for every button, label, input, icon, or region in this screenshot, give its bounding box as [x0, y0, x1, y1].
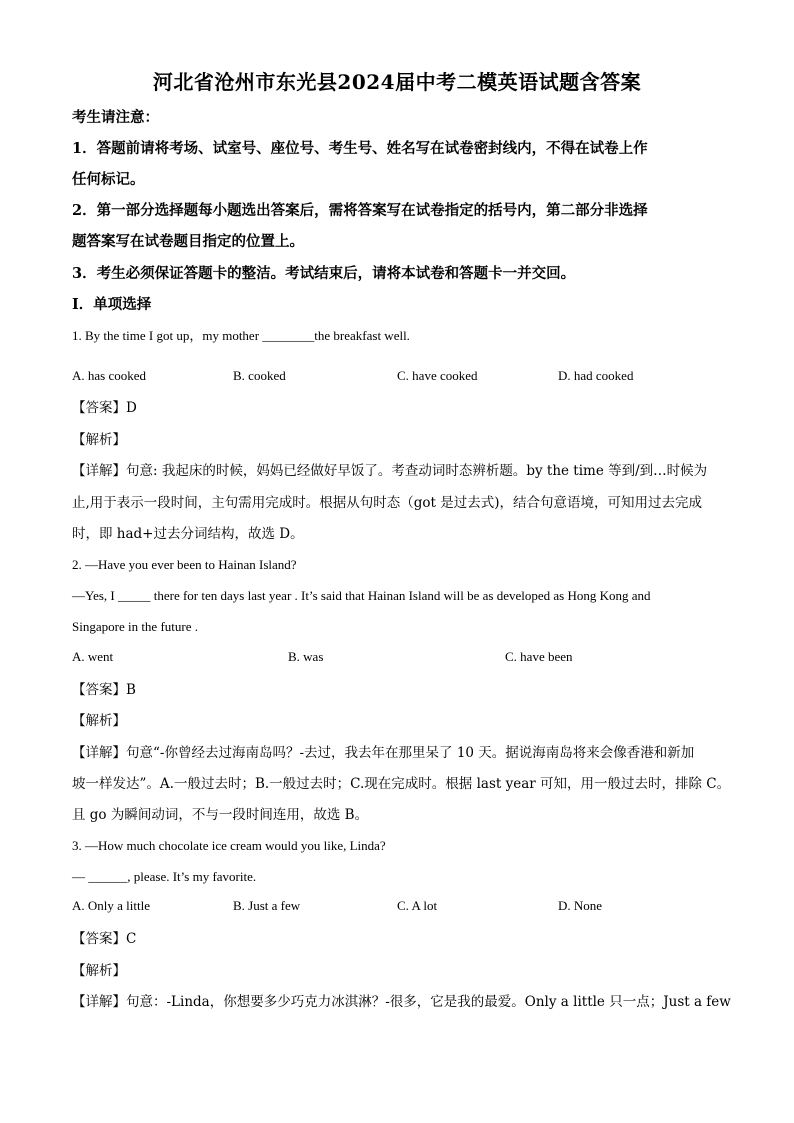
question-3-option-b: B. Just a few — [233, 898, 301, 913]
question-2-answer: 【答案】B — [72, 682, 136, 698]
question-1-detail-3: 时，即 had+过去分词结构，故选 D。 — [72, 526, 304, 542]
notice-item-2-cont: 题答案写在试卷题目指定的位置上。 — [72, 233, 304, 250]
question-3-analysis: 【解析】 — [72, 963, 126, 979]
question-3-option-d: D. None — [558, 898, 603, 913]
notice-item-1-cont: 任何标记。 — [72, 171, 145, 188]
document-title: 河北省沧州市东光县2024届中考二模英语试题含答案 — [152, 70, 642, 94]
question-2-detail-1: 【详解】句意“-你曾经去过海南岛吗？-去过，我去年在那里呆了 10 天。据说海南岛将来会像香港和新加 — [72, 745, 695, 761]
question-3-stem-1: 3. —How much chocolate ice cream would you like, Linda? — [72, 838, 386, 853]
question-2-option-a: A. went — [72, 649, 114, 664]
question-2-options — [72, 649, 732, 669]
notice-item-2: 2．第一部分选择题每小题选出答案后，需将答案写在试卷指定的括号内，第二部分非选择 — [72, 202, 648, 219]
question-3-options — [72, 898, 732, 918]
question-2-detail-3: 且 go 为瞬间动词，不与一段时间连用，故选 B。 — [72, 807, 369, 823]
question-3-option-a: A. Only a little — [72, 898, 150, 913]
question-1-detail-2: 止,用于表示一段时间，主句需用完成时。根据从句时态（got 是过去式)，结合句意语境，可知用过去完成 — [72, 495, 703, 511]
question-1-detail-1: 【详解】句意: 我起床的时候，妈妈已经做好早饭了。考查动词时态辨析题。by the time 等到/到…时候为 — [72, 463, 708, 479]
question-1-options — [72, 368, 732, 388]
question-2-stem-3: Singapore in the future . — [72, 619, 198, 634]
question-1-option-b: B. cooked — [233, 368, 286, 383]
section-heading: Ⅰ．单项选择 — [72, 296, 152, 313]
question-3-detail-1: 【详解】句意：-Linda，你想要多少巧克力冰淇淋？-很多，它是我的最爱。Only a little 只一点；Just a few — [72, 994, 731, 1010]
question-3-stem-2: — ______, please. It’s my favorite. — [72, 869, 257, 884]
question-2-stem-2: —Yes, I _____ there for ten days last year . It’s said that Hainan Island will be as developed as Hong Kong and — [72, 588, 651, 603]
notice-item-3: 3．考生必须保证答题卡的整洁。考试结束后，请将本试卷和答题卡一并交回。 — [72, 265, 576, 282]
question-1-option-c: C. have cooked — [397, 368, 478, 383]
question-2-stem-1: 2. —Have you ever been to Hainan Island? — [72, 557, 297, 572]
question-2-detail-2: 坡一样发达”。A.一般过去时；B.一般过去时；C.现在完成时。根据 last year 可知，用一般过去时，排除 C。 — [72, 776, 731, 792]
question-1-option-d: D. had cooked — [558, 368, 634, 383]
notice-item-1: 1．答题前请将考场、试室号、座位号、考生号、姓名写在试卷密封线内，不得在试卷上作 — [72, 140, 648, 157]
question-2-option-b: B. was — [288, 649, 324, 664]
notice-heading: 考生请注意： — [72, 109, 159, 126]
question-1-analysis: 【解析】 — [72, 432, 126, 448]
question-2-option-c: C. have been — [505, 649, 573, 664]
question-1-stem: 1. By the time I got up，my mother ________the breakfast well. — [72, 328, 410, 343]
question-1-option-a: A. has cooked — [72, 368, 147, 383]
question-3-answer: 【答案】C — [72, 931, 137, 947]
question-2-analysis: 【解析】 — [72, 713, 126, 729]
question-1-answer: 【答案】D — [72, 400, 137, 416]
question-3-option-c: C. A lot — [397, 898, 438, 913]
